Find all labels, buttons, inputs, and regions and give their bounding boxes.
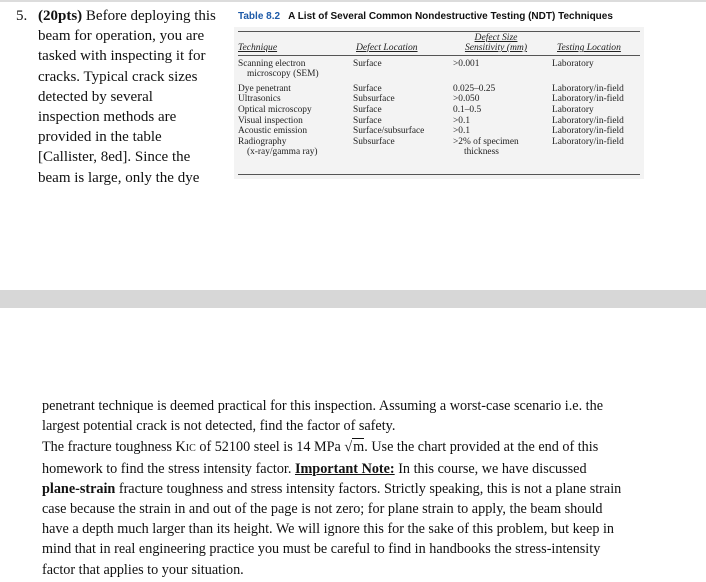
question-line: cracks. Typical crack sizes bbox=[38, 68, 198, 85]
cell-technique-cont: microscopy (SEM) bbox=[247, 69, 319, 79]
cell-testing: Laboratory/in-field bbox=[552, 137, 624, 147]
table-caption-title: A List of Several Common Nondestructive Testing (NDT) Techniques bbox=[288, 11, 613, 22]
cell-technique: Dye penetrant bbox=[238, 84, 291, 94]
plane-strain-term: plane-strain bbox=[42, 481, 116, 498]
cell-technique: Ultrasonics bbox=[238, 94, 281, 104]
cell-testing: Laboratory/in-field bbox=[552, 116, 624, 126]
table-caption bbox=[238, 11, 613, 22]
cell-size-cont: thickness bbox=[464, 147, 499, 157]
cell-size: >2% of specimen bbox=[453, 137, 519, 147]
text-run: In this course, we have discussed bbox=[394, 461, 587, 478]
cell-testing: Laboratory/in-field bbox=[552, 126, 624, 136]
text-line: case because the strain in and out of the page is not zero; for plane strain to apply, the beam should bbox=[42, 501, 603, 518]
lower-page bbox=[0, 308, 706, 582]
cell-technique: Visual inspection bbox=[238, 116, 303, 126]
table-header-rule bbox=[238, 55, 640, 56]
upper-page bbox=[0, 0, 706, 290]
table-top-rule bbox=[238, 31, 640, 32]
page-separator bbox=[0, 290, 706, 308]
question-points: (20pts) bbox=[38, 8, 83, 24]
text-line bbox=[42, 479, 682, 499]
cell-location: Surface bbox=[353, 59, 382, 69]
cell-technique: Acoustic emission bbox=[238, 126, 308, 136]
table-caption-number: Table 8.2 bbox=[238, 11, 281, 22]
cell-size: >0.1 bbox=[453, 116, 471, 126]
cell-size: 0.025–0.25 bbox=[453, 84, 496, 94]
header-technique: Technique bbox=[238, 42, 278, 53]
question-line: Before deploying this bbox=[82, 8, 216, 24]
table-bottom-rule bbox=[238, 174, 640, 175]
text-run: of 52100 steel is 14 MPa bbox=[195, 439, 345, 455]
cell-technique: Scanning electron bbox=[238, 59, 306, 69]
cell-location: Surface bbox=[353, 105, 382, 115]
question-line: tasked with inspecting it for bbox=[38, 48, 206, 65]
text-line: penetrant technique is deemed practical for this inspection. Assuming a worst-case scenario i.e. the bbox=[42, 398, 604, 414]
question-number: 5. bbox=[16, 8, 28, 24]
important-note-label: Important Note: bbox=[294, 461, 395, 478]
header-defect-location: Defect Location bbox=[356, 42, 418, 53]
text-run: . Use the chart provided at the end of this bbox=[364, 439, 599, 455]
cell-location: Surface/subsurface bbox=[353, 126, 425, 136]
text-line bbox=[42, 437, 682, 459]
cell-size: 0.1–0.5 bbox=[453, 105, 482, 115]
header-defect-size-line1: Defect Size bbox=[474, 32, 518, 43]
sqrt-argument: m bbox=[353, 439, 365, 455]
top-cut-line bbox=[0, 0, 706, 2]
text-line: have a depth much larger than its height. We will ignore this for the sake of this problem, but keep in bbox=[42, 521, 615, 538]
question-line: detected by several bbox=[38, 88, 153, 105]
subscript-ic: IC bbox=[185, 443, 196, 454]
sqrt-m bbox=[344, 437, 364, 457]
cell-location: Surface bbox=[353, 84, 382, 94]
text-run: fracture toughness and stress intensity factors. Strictly speaking, this is not a plane strain bbox=[115, 481, 622, 498]
cell-size: >0.1 bbox=[453, 126, 471, 136]
question-first-line bbox=[16, 6, 221, 26]
text-line: factor that applies to your situation. bbox=[42, 561, 244, 578]
question-line: inspection methods are bbox=[38, 109, 177, 126]
question-line: beam is large, only the dye bbox=[38, 169, 200, 186]
question-line: provided in the table bbox=[38, 129, 162, 146]
ndt-table bbox=[234, 27, 644, 179]
question-line: [Callister, 8ed]. Since the bbox=[38, 149, 191, 166]
cell-testing: Laboratory bbox=[552, 59, 594, 69]
cell-testing: Laboratory bbox=[552, 105, 594, 115]
cell-size: >0.050 bbox=[453, 94, 480, 104]
header-testing-location: Testing Location bbox=[557, 42, 621, 53]
text-run: homework to find the stress intensity factor. bbox=[42, 461, 295, 478]
paragraph-continuation bbox=[42, 396, 682, 436]
text-line bbox=[42, 459, 682, 479]
text-line: mind that in real engineering practice you must be careful to find in handbooks the stress-intensity bbox=[42, 541, 601, 558]
cell-testing: Laboratory/in-field bbox=[552, 84, 624, 94]
question-block bbox=[16, 6, 221, 188]
question-line: beam for operation, you are bbox=[38, 28, 205, 45]
paragraph-fracture-toughness bbox=[42, 437, 682, 580]
cell-technique: Optical microscopy bbox=[238, 105, 312, 115]
cell-technique-cont: (x-ray/gamma ray) bbox=[247, 147, 318, 157]
cell-technique: Radiography bbox=[238, 137, 287, 147]
cell-location: Surface bbox=[353, 116, 382, 126]
cell-testing: Laboratory/in-field bbox=[552, 94, 624, 104]
cell-location: Subsurface bbox=[353, 94, 395, 104]
text-line: largest potential crack is not detected, find the factor of safety. bbox=[42, 418, 396, 435]
sqrt-symbol: √ bbox=[344, 439, 353, 455]
header-defect-size bbox=[456, 33, 536, 53]
cell-location: Subsurface bbox=[353, 137, 395, 147]
text-run: The fracture toughness K bbox=[42, 439, 186, 455]
cell-size: >0.001 bbox=[453, 59, 480, 69]
header-defect-size-line2: Sensitivity (mm) bbox=[464, 42, 528, 53]
